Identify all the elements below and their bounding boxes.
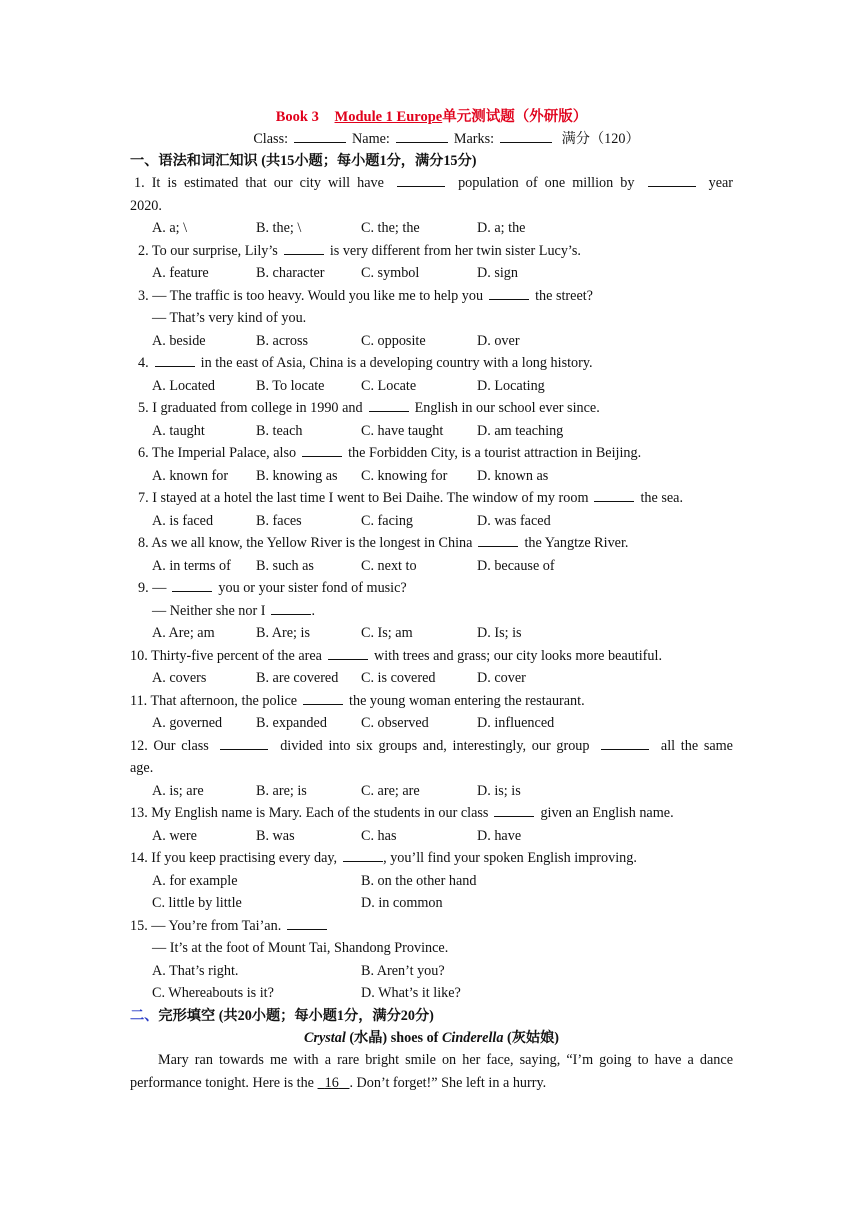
- option-b[interactable]: B. Are; is: [256, 625, 310, 641]
- q2-stem: [130, 240, 733, 263]
- option-b[interactable]: B. on the other hand: [361, 872, 477, 889]
- passage-line-2-b: . Don’t forget!” She left in a hurry.: [349, 1074, 547, 1091]
- q12-blank-2[interactable]: [601, 737, 649, 750]
- q9-part-a: 9. —: [138, 580, 167, 596]
- marks-label: Marks:: [453, 131, 495, 147]
- q9-blank-1[interactable]: [172, 579, 212, 592]
- class-blank[interactable]: [294, 130, 346, 143]
- passage-title-cinderella: Cinderella: [441, 1029, 504, 1046]
- option-b[interactable]: B. knowing as: [256, 467, 338, 484]
- option-d[interactable]: D. Locating: [477, 377, 545, 394]
- option-c[interactable]: C. are; are: [361, 782, 420, 799]
- option-a[interactable]: A. were: [152, 827, 197, 844]
- q13-stem: [130, 802, 733, 825]
- q15-part-a: 15. — You’re from Tai’an.: [130, 917, 282, 934]
- option-d[interactable]: D. is; is: [477, 782, 521, 799]
- option-b[interactable]: B. character: [256, 265, 325, 281]
- option-a[interactable]: A. Are; am: [152, 625, 215, 641]
- q10-part-b: with trees and grass; our city looks more beautiful.: [373, 647, 662, 664]
- q3-reply: — That’s very kind of you.: [152, 310, 307, 326]
- option-a[interactable]: A. covers: [152, 670, 207, 686]
- q5-part-a: 5. I graduated from college in 1990 and: [138, 400, 363, 416]
- option-c[interactable]: C. little by little: [152, 895, 242, 911]
- q1-stem: [130, 172, 733, 195]
- q2-blank[interactable]: [284, 242, 324, 255]
- q2-part-a: 2. To our surprise, Lily’s: [138, 242, 278, 259]
- option-d[interactable]: D. have: [477, 827, 522, 844]
- option-a[interactable]: A. taught: [152, 422, 205, 439]
- passage-line-2-a: performance tonight. Here is the: [130, 1074, 314, 1091]
- q15-blank[interactable]: [287, 917, 327, 930]
- q9-stem: [130, 577, 733, 600]
- q11-options: [130, 712, 733, 735]
- option-c[interactable]: C. facing: [361, 512, 414, 529]
- q12-part-c: all the same: [660, 737, 733, 754]
- q6-part-a: 6. The Imperial Palace, also: [138, 445, 297, 461]
- option-b[interactable]: B. was: [256, 827, 295, 844]
- option-c[interactable]: C. Is; am: [361, 625, 413, 641]
- q5-blank[interactable]: [369, 399, 409, 412]
- q14-part-a: 14. If you keep practising every day,: [130, 850, 338, 866]
- section-2-text: 完形填空 (共20小题；每小题1分，满分20分): [158, 1007, 434, 1024]
- q12-part-a: 12. Our class: [130, 737, 209, 754]
- q15-options-row-2: [130, 982, 733, 1005]
- option-b[interactable]: B. are; is: [256, 782, 307, 799]
- option-d[interactable]: D. was faced: [477, 512, 551, 529]
- q3-options: [130, 330, 733, 353]
- option-d[interactable]: D. What’s it like?: [361, 985, 461, 1001]
- q15-reply: — It’s at the foot of Mount Tai, Shandong Province.: [152, 940, 449, 956]
- q13-part-a: 13. My English name is Mary. Each of the students in our class: [130, 805, 489, 821]
- option-d[interactable]: D. influenced: [477, 715, 555, 731]
- option-a[interactable]: A. governed: [152, 715, 223, 731]
- option-a[interactable]: A. Located: [152, 377, 216, 394]
- option-c[interactable]: C. symbol: [361, 265, 420, 281]
- q2-options: [130, 262, 733, 285]
- q9-part-d: .: [311, 602, 316, 619]
- blank-16-number: 16: [324, 1074, 339, 1091]
- option-d[interactable]: D. in common: [361, 895, 443, 911]
- passage-title-crystal: Crystal: [304, 1029, 346, 1046]
- q7-part-a: 7. I stayed at a hotel the last time I went to Bei Daihe. The window of my room: [138, 490, 589, 506]
- q4-stem: [130, 352, 733, 375]
- option-d[interactable]: D. am teaching: [477, 422, 564, 439]
- q7-options: [130, 510, 733, 533]
- q5-part-b: English in our school ever since.: [414, 400, 600, 416]
- option-c[interactable]: C. has: [361, 827, 397, 844]
- option-c[interactable]: C. the; the: [361, 220, 420, 236]
- q8-part-a: 8. As we all know, the Yellow River is the longest in China: [138, 535, 473, 551]
- option-d[interactable]: D. cover: [477, 670, 526, 686]
- option-c[interactable]: C. observed: [361, 715, 429, 731]
- q8-blank[interactable]: [478, 534, 518, 547]
- option-b[interactable]: B. such as: [256, 557, 314, 574]
- exam-title: [130, 106, 733, 128]
- option-b[interactable]: B. faces: [256, 512, 302, 529]
- q12-blank-1[interactable]: [220, 737, 268, 750]
- option-b[interactable]: B. expanded: [256, 715, 327, 731]
- section-2-num: 二、: [130, 1007, 159, 1024]
- q1-part-b: population of one million by: [458, 175, 635, 191]
- passage-title: [130, 1027, 733, 1050]
- q14-stem: [130, 847, 733, 870]
- q5-options: [130, 420, 733, 443]
- option-b[interactable]: B. are covered: [256, 670, 339, 686]
- q6-stem: [130, 442, 733, 465]
- q4-part-a: 4.: [138, 355, 149, 371]
- q1-options: [130, 217, 733, 240]
- title-book: Book 3: [275, 109, 319, 125]
- option-b[interactable]: B. To locate: [256, 377, 325, 394]
- q8-part-b: the Yangtze River.: [524, 535, 629, 551]
- option-b[interactable]: B. across: [256, 332, 309, 349]
- option-a[interactable]: A. That’s right.: [152, 962, 239, 979]
- q14-options-row-2: [130, 892, 733, 915]
- full-marks: 满分（120）: [561, 131, 640, 147]
- q13-blank[interactable]: [494, 804, 534, 817]
- q3-blank[interactable]: [489, 287, 529, 300]
- q7-stem: [130, 487, 733, 510]
- q9-blank-2[interactable]: [271, 602, 311, 615]
- option-c[interactable]: C. Locate: [361, 377, 417, 394]
- option-b[interactable]: B. Aren’t you?: [361, 962, 445, 979]
- option-d[interactable]: D. known as: [477, 467, 549, 484]
- option-a[interactable]: A. is; are: [152, 782, 204, 799]
- passage-line-1: Mary ran towards me with a rare bright smile on her face, saying, “I’m going to have a dance: [158, 1052, 733, 1068]
- option-c[interactable]: C. Whereabouts is it?: [152, 985, 274, 1001]
- option-c[interactable]: C. have taught: [361, 422, 444, 439]
- q1-stem-cont: 2020.: [130, 197, 162, 214]
- q3-stem: [130, 285, 733, 308]
- q13-part-b: given an English name.: [540, 805, 674, 821]
- q7-part-b: the sea.: [640, 490, 684, 506]
- option-b[interactable]: B. teach: [256, 422, 303, 439]
- q10-options: [130, 667, 733, 690]
- q9-options: [130, 622, 733, 645]
- passage-title-end: (灰姑娘): [503, 1029, 559, 1046]
- q6-blank[interactable]: [302, 444, 342, 457]
- marks-blank[interactable]: [500, 130, 552, 143]
- q14-blank[interactable]: [343, 849, 383, 862]
- option-c[interactable]: C. knowing for: [361, 467, 448, 484]
- option-a[interactable]: A. is faced: [152, 512, 214, 529]
- q5-stem: [130, 397, 733, 420]
- q10-stem: [130, 645, 733, 668]
- q12-options: [130, 780, 733, 803]
- option-a[interactable]: A. beside: [152, 332, 206, 349]
- option-a[interactable]: A. in terms of: [152, 557, 231, 574]
- option-a[interactable]: A. known for: [152, 467, 229, 484]
- q12-stem: [130, 735, 733, 758]
- section-2-heading: [130, 1005, 733, 1027]
- title-module: Module 1 Europe: [334, 109, 443, 125]
- q3-part-a: 3. — The traffic is too heavy. Would you like me to help you: [138, 287, 484, 304]
- option-a[interactable]: A. for example: [152, 872, 238, 889]
- q14-options-row-1: [130, 870, 733, 893]
- q11-blank[interactable]: [303, 692, 343, 705]
- q6-options: [130, 465, 733, 488]
- q6-part-b: the Forbidden City, is a tourist attraction in Beijing.: [348, 445, 642, 461]
- section-1-heading: [130, 150, 733, 172]
- q10-blank[interactable]: [328, 647, 368, 660]
- q1-part-c: year: [708, 175, 734, 191]
- section-1-num: 一、: [130, 153, 159, 169]
- option-a[interactable]: A. a; \: [152, 220, 188, 236]
- option-c[interactable]: C. opposite: [361, 332, 426, 349]
- option-d[interactable]: D. because of: [477, 557, 555, 574]
- option-d[interactable]: D. Is; is: [477, 625, 522, 641]
- passage-line-2: [130, 1072, 733, 1095]
- q4-options: [130, 375, 733, 398]
- class-label: Class:: [253, 131, 289, 147]
- option-d[interactable]: D. over: [477, 332, 520, 349]
- option-c[interactable]: C. is covered: [361, 670, 436, 686]
- q2-part-b: is very different from her twin sister Lucy’s.: [329, 242, 581, 259]
- class-line: [130, 128, 733, 150]
- section-1-text: 语法和词汇知识 (共15小题；每小题1分，满分15分): [158, 153, 477, 169]
- option-a[interactable]: A. feature: [152, 265, 209, 281]
- q12-part-b: divided into six groups and, interestingly, our group: [280, 737, 590, 754]
- q1-blank-2[interactable]: [648, 174, 696, 187]
- q15-options-row-1: [130, 960, 733, 983]
- q15-stem: [130, 915, 733, 938]
- exam-page: [130, 106, 733, 1094]
- q13-options: [130, 825, 733, 848]
- q12-stem-cont: age.: [130, 760, 154, 776]
- q8-options: [130, 555, 733, 578]
- q8-stem: [130, 532, 733, 555]
- title-rest: 单元测试题（外研版）: [442, 109, 588, 125]
- q11-stem: [130, 690, 733, 713]
- q11-part-b: the young woman entering the restaurant.: [349, 692, 585, 709]
- passage-title-mid: (水晶) shoes of: [345, 1029, 442, 1046]
- q14-part-b: , you’ll find your spoken English improving.: [383, 850, 637, 866]
- option-c[interactable]: C. next to: [361, 557, 417, 574]
- blank-16[interactable]: [318, 1075, 350, 1091]
- q4-part-b: in the east of Asia, China is a developing country with a long history.: [200, 355, 593, 371]
- q10-part-a: 10. Thirty-five percent of the area: [130, 647, 322, 664]
- option-d[interactable]: D. a; the: [477, 220, 526, 236]
- q1-blank-1[interactable]: [397, 174, 445, 187]
- q1-part-a: 1. It is estimated that our city will have: [134, 175, 384, 191]
- q11-part-a: 11. That afternoon, the police: [130, 692, 298, 709]
- option-b[interactable]: B. the; \: [256, 220, 302, 236]
- q3-part-b: the street?: [535, 287, 593, 304]
- name-label: Name:: [352, 131, 390, 147]
- name-blank[interactable]: [396, 130, 448, 143]
- q9-part-c: — Neither she nor I: [152, 602, 266, 619]
- option-d[interactable]: D. sign: [477, 265, 518, 281]
- q4-blank[interactable]: [155, 354, 195, 367]
- q7-blank[interactable]: [594, 489, 634, 502]
- q9-reply: [130, 600, 733, 623]
- q9-part-b: you or your sister fond of music?: [218, 580, 407, 596]
